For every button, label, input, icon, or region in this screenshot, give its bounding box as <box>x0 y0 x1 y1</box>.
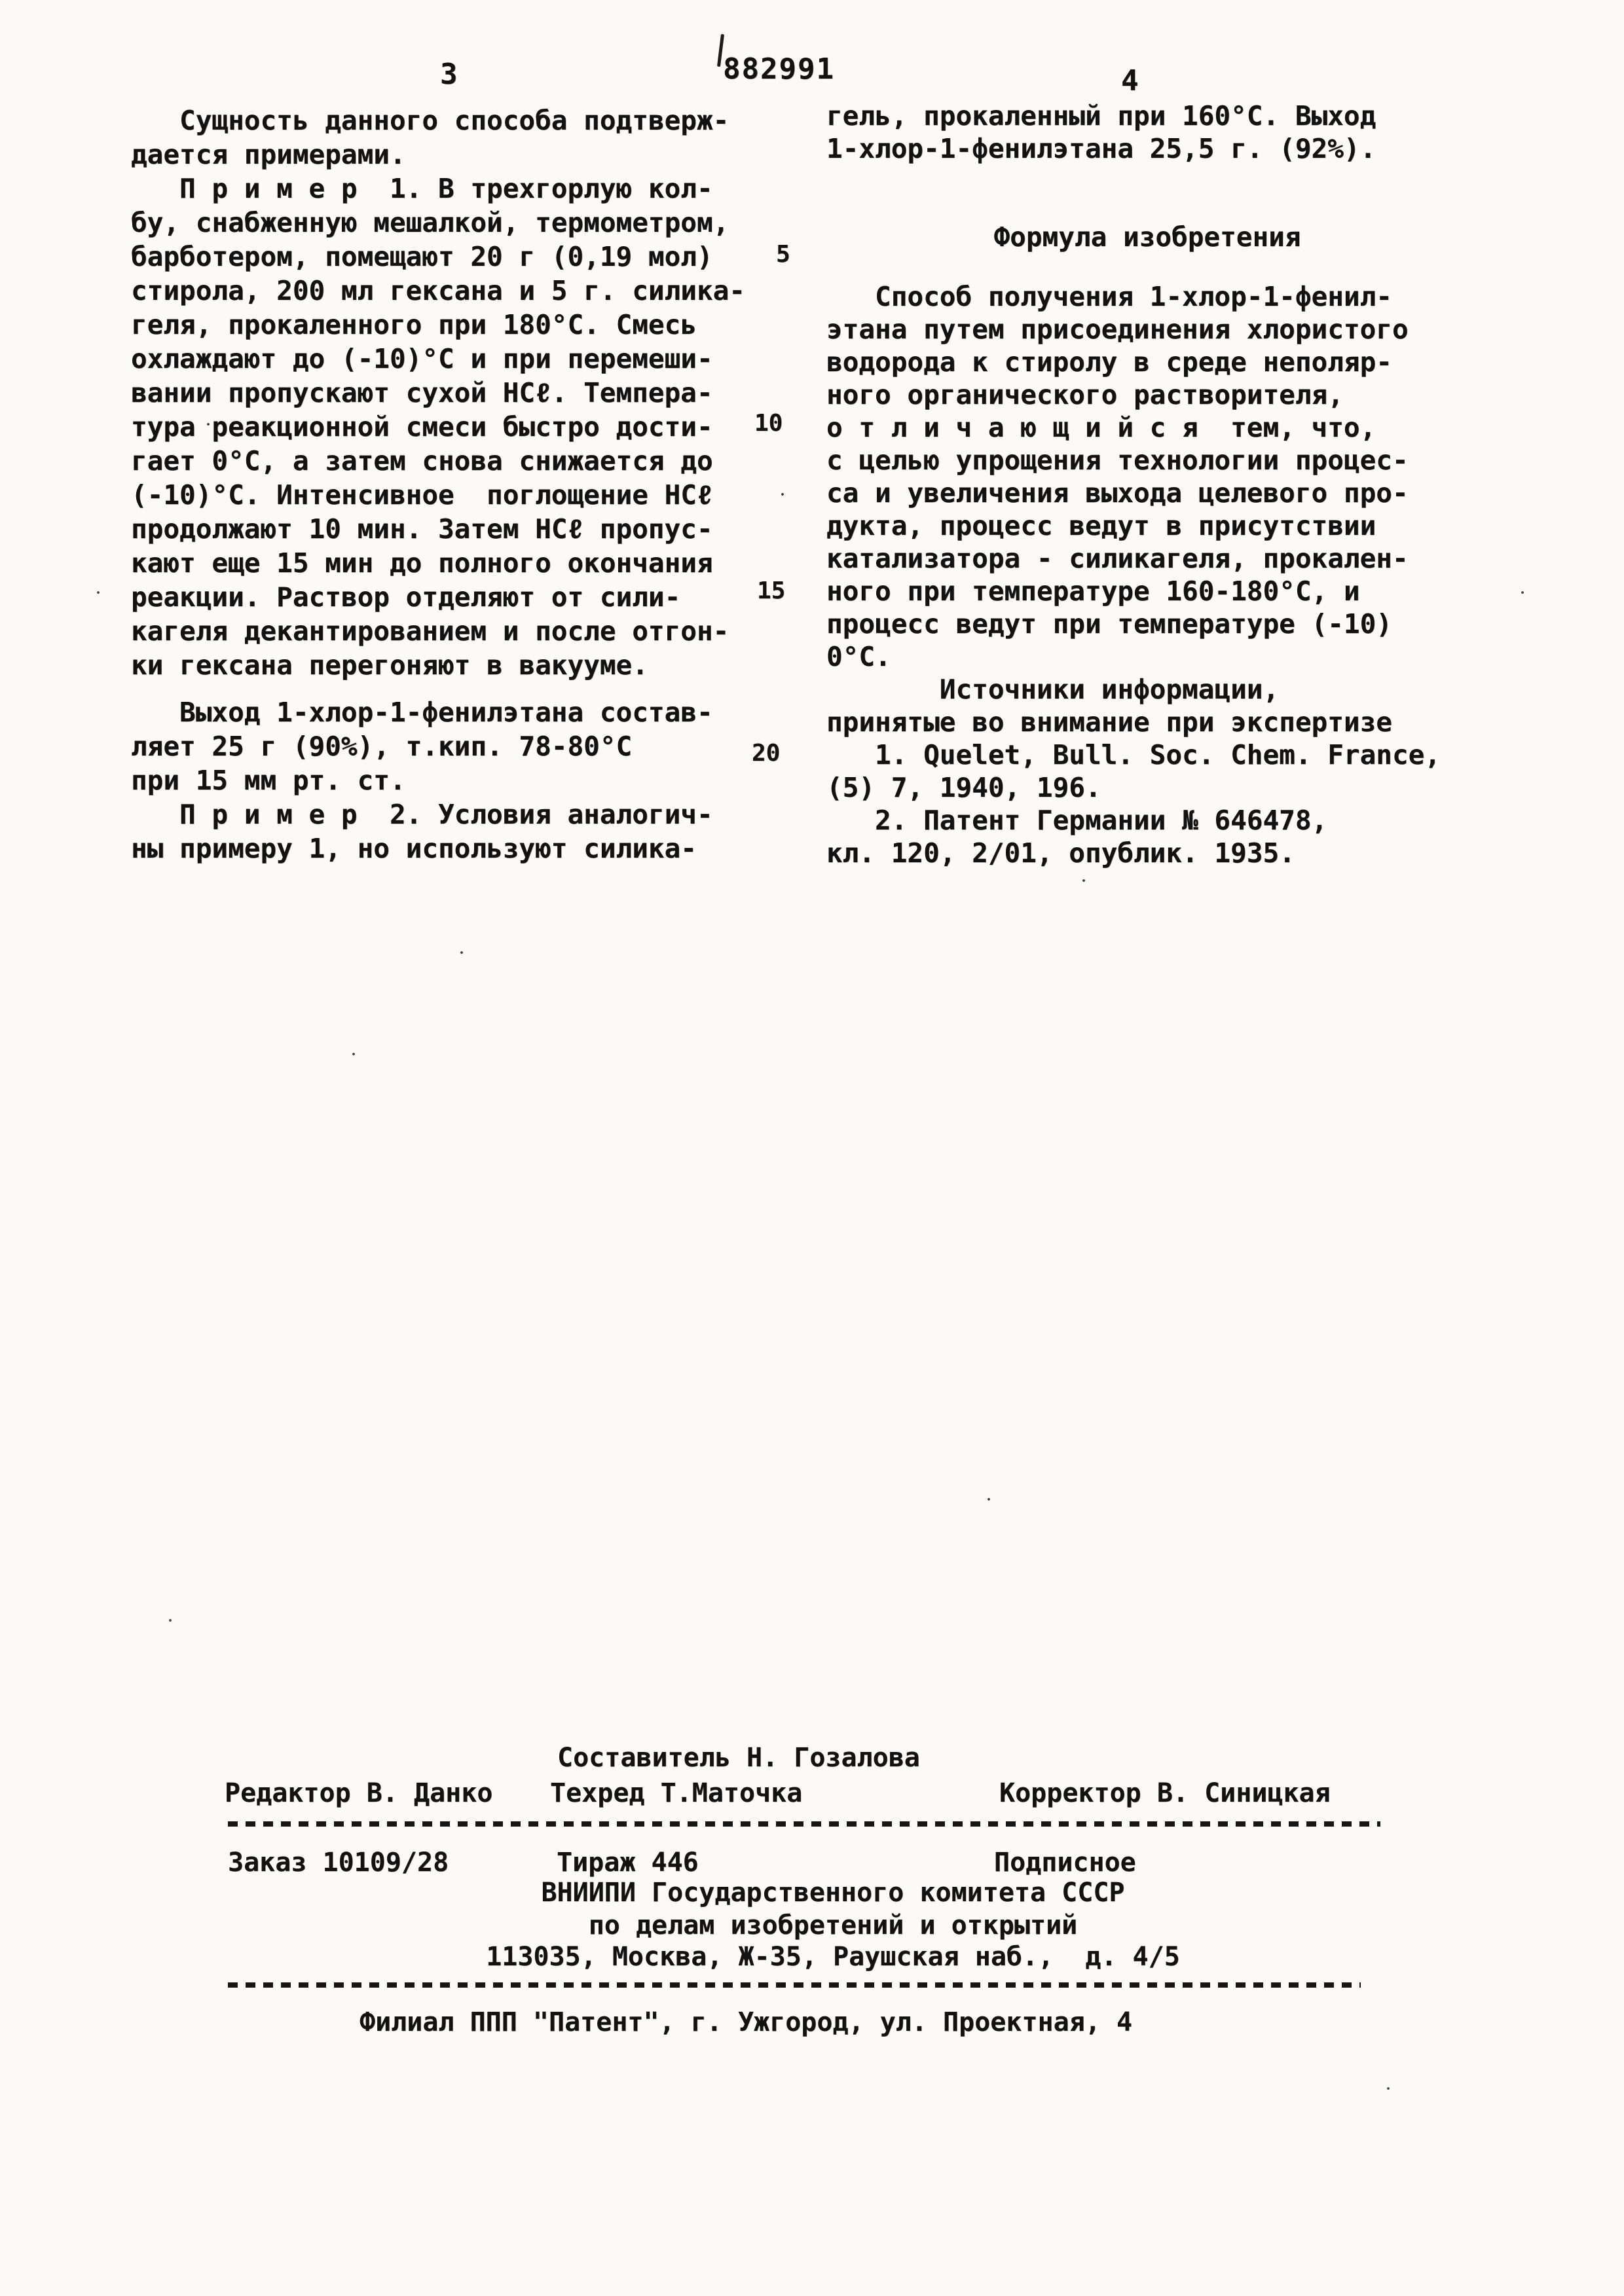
text-line: ны примеру 1, но используют силика- <box>131 833 697 864</box>
text-line: с целью упрощения технологии процес- <box>826 445 1409 476</box>
footer-editor: Редактор В. Данко <box>225 1778 493 1808</box>
text-line: ного органического растворителя, <box>826 379 1344 410</box>
right-column-intro <box>826 100 1376 165</box>
text-line: охлаждают до (-10)°С и при перемеши- <box>131 343 713 374</box>
footer-branch: Филиал ППП "Патент", г. Ужгород, ул. Проектная, 4 <box>360 2007 1133 2037</box>
text-line: ки гексана перегоняют в вакууме. <box>131 649 648 681</box>
claims-heading: Формула изобретения <box>993 221 1301 253</box>
text-line: вании пропускают сухой HCℓ. Темпера- <box>131 377 713 409</box>
left-column-paragraph-2 <box>131 695 713 866</box>
text-line: продолжают 10 мин. Затем HCℓ пропус- <box>131 513 713 545</box>
text-line: Источники информации, <box>826 674 1280 705</box>
text-line: 1. Quelet, Bull. Soc. Chem. France, <box>826 739 1441 771</box>
text-line: Выход 1-хлор-1-фенилэтана состав- <box>131 697 713 728</box>
text-line: этана путем присоединения хлористого <box>826 314 1409 345</box>
text-line: кл. 120, 2/01, опублик. 1935. <box>826 837 1295 869</box>
text-line: принятые во внимание при экспертизе <box>826 706 1392 738</box>
text-line: стирола, 200 мл гексана и 5 г. силика- <box>131 275 745 306</box>
sources-list <box>826 673 1441 869</box>
footer-organization-address: 113035, Москва, Ж-35, Раушская наб., д. 4/5 <box>486 1942 1180 1972</box>
text-line: Способ получения 1-хлор-1-фенил- <box>826 281 1392 312</box>
footer-tech-editor: Техред Т.Маточка <box>550 1778 803 1808</box>
patent-number: 882991 <box>723 52 835 86</box>
claims-text <box>826 280 1409 673</box>
text-line: геля, прокаленного при 180°С. Смесь <box>131 309 697 340</box>
left-column-paragraph-1 <box>131 103 745 682</box>
text-line: П р и м е р 1. В трехгорлую кол- <box>131 173 713 204</box>
footer-divider-bottom <box>228 1982 1361 1988</box>
footer-compiler: Составитель Н. Гозалова <box>557 1743 920 1773</box>
text-line: кают еще 15 мин до полного окончания <box>131 547 713 579</box>
text-line: водорода к стиролу в среде неполяр- <box>826 346 1392 378</box>
text-line: тура реакционной смеси быстро дости- <box>131 411 713 443</box>
margin-line-number-15: 15 <box>757 577 786 604</box>
text-line: о т л и ч а ю щ и й с я тем, что, <box>826 412 1376 443</box>
footer-organization-line2: по делам изобретений и открытий <box>588 1910 1078 1941</box>
text-line: 0°С. <box>826 641 891 672</box>
text-line: 2. Патент Германии № 646478, <box>826 805 1328 836</box>
margin-line-number-20: 20 <box>752 740 781 767</box>
footer-organization-line1: ВНИИПИ Государственного комитета СССР <box>541 1878 1125 1908</box>
page-number-left: 3 <box>440 58 458 91</box>
text-line: барботером, помещают 20 г (0,19 мол) <box>131 241 713 272</box>
margin-line-number-5: 5 <box>776 241 790 268</box>
text-line: са и увеличения выхода целевого про- <box>826 477 1409 509</box>
text-line: при 15 мм рт. ст. <box>131 765 406 796</box>
text-line: дается примерами. <box>131 139 406 170</box>
text-line: гает 0°С, а затем снова снижается до <box>131 445 713 477</box>
text-line: ного при температуре 160-180°С, и <box>826 575 1360 607</box>
footer-divider-top <box>228 1821 1380 1827</box>
text-line: ляет 25 г (90%), т.кип. 78-80°С <box>131 731 633 762</box>
text-line: (5) 7, 1940, 196. <box>826 772 1101 803</box>
text-line: катализатора - силикагеля, прокален- <box>826 543 1409 574</box>
footer-order-number: Заказ 10109/28 <box>228 1848 449 1878</box>
text-line: Сущность данного способа подтверж- <box>131 105 729 136</box>
text-line: 1-хлор-1-фенилэтана 25,5 г. (92%). <box>826 133 1376 164</box>
text-line: гель, прокаленный при 160°С. Выход <box>826 100 1376 132</box>
footer-proofreader: Корректор В. Синицкая <box>999 1778 1331 1808</box>
text-line: кагеля декантированием и после отгон- <box>131 615 729 647</box>
footer-print-run: Тираж 446 <box>557 1848 699 1878</box>
text-line: бу, снабженную мешалкой, термометром, <box>131 207 729 238</box>
text-line: реакции. Раствор отделяют от сили- <box>131 581 681 613</box>
text-line: процесс ведут при температуре (-10) <box>826 608 1392 640</box>
margin-line-number-10: 10 <box>754 410 783 437</box>
page-number-right: 4 <box>1121 64 1139 98</box>
text-line: дукта, процесс ведут в присутствии <box>826 510 1376 541</box>
text-line: (-10)°С. Интенсивное поглощение HCℓ <box>131 479 713 511</box>
footer-subscription: Подписное <box>994 1848 1136 1878</box>
text-line: П р и м е р 2. Условия аналогич- <box>131 799 713 830</box>
